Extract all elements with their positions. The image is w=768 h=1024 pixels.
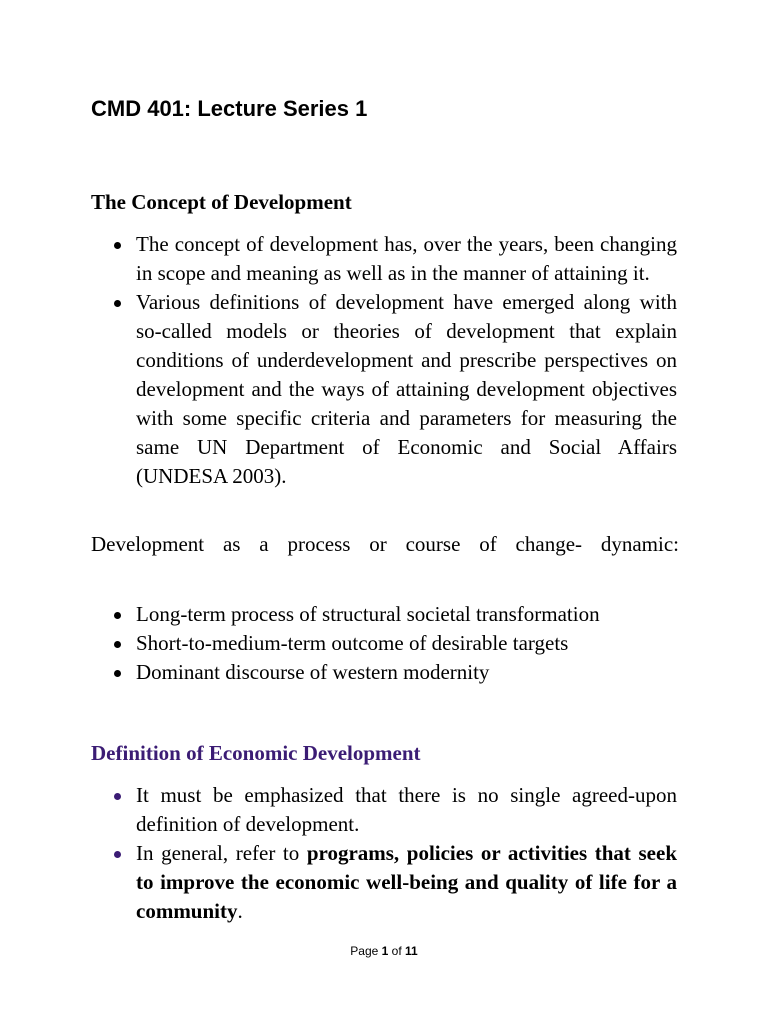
list-item (136, 629, 677, 658)
list-item (136, 230, 677, 288)
page-footer (0, 944, 768, 958)
section-heading-concept: The Concept of Development (91, 190, 352, 214)
list-item (136, 600, 677, 629)
section-heading-economic-development: Definition of Economic Development (91, 741, 421, 765)
economic-bullet-list (0, 781, 677, 926)
footer-total-pages: 11 (405, 944, 418, 958)
list-item (136, 288, 677, 491)
bullet-icon (114, 641, 121, 648)
list-item (136, 839, 677, 926)
bullet-text: Short-to-medium-term outcome of desirable targets (136, 631, 569, 655)
bullet-icon (114, 300, 121, 307)
footer-page-word: Page (350, 944, 379, 958)
bullet-icon (114, 851, 121, 858)
footer-of-word: of (391, 944, 402, 958)
bullet-text-prefix: In general, refer to (136, 841, 307, 865)
bullet-text: Various definitions of development have emerged along with so-called models or theories of development that explain conditions of underdevelopment and prescribe perspectives on development and the ways of attaining development objectives with some specific criteria and parameters for measuring the same UN Department of Economic and Social Affairs (UNDESA 2003). (136, 290, 677, 488)
process-paragraph: Development as a process or course of change- dynamic: (91, 532, 679, 556)
bullet-text: The concept of development has, over the years, been changing in scope and meaning as well as in the manner of attaining it. (136, 232, 677, 285)
document-title: CMD 401: Lecture Series 1 (91, 96, 368, 121)
concept-bullet-list (0, 230, 677, 491)
bullet-text: Dominant discourse of western modernity (136, 660, 490, 684)
bullet-text-bold: programs, policies or activities that seek to improve the economic well-being and quality of life for a community (136, 841, 677, 923)
process-bullet-list (0, 600, 677, 687)
list-item (136, 781, 677, 839)
bullet-icon (114, 670, 121, 677)
bullet-icon (114, 793, 121, 800)
bullet-text: Long-term process of structural societal transformation (136, 602, 600, 626)
bullet-icon (114, 612, 121, 619)
bullet-icon (114, 242, 121, 249)
bullet-text-suffix: . (237, 899, 243, 923)
bullet-text: It must be emphasized that there is no single agreed-upon definition of development. (136, 783, 677, 836)
list-item (136, 658, 677, 687)
footer-current-page: 1 (381, 944, 389, 958)
